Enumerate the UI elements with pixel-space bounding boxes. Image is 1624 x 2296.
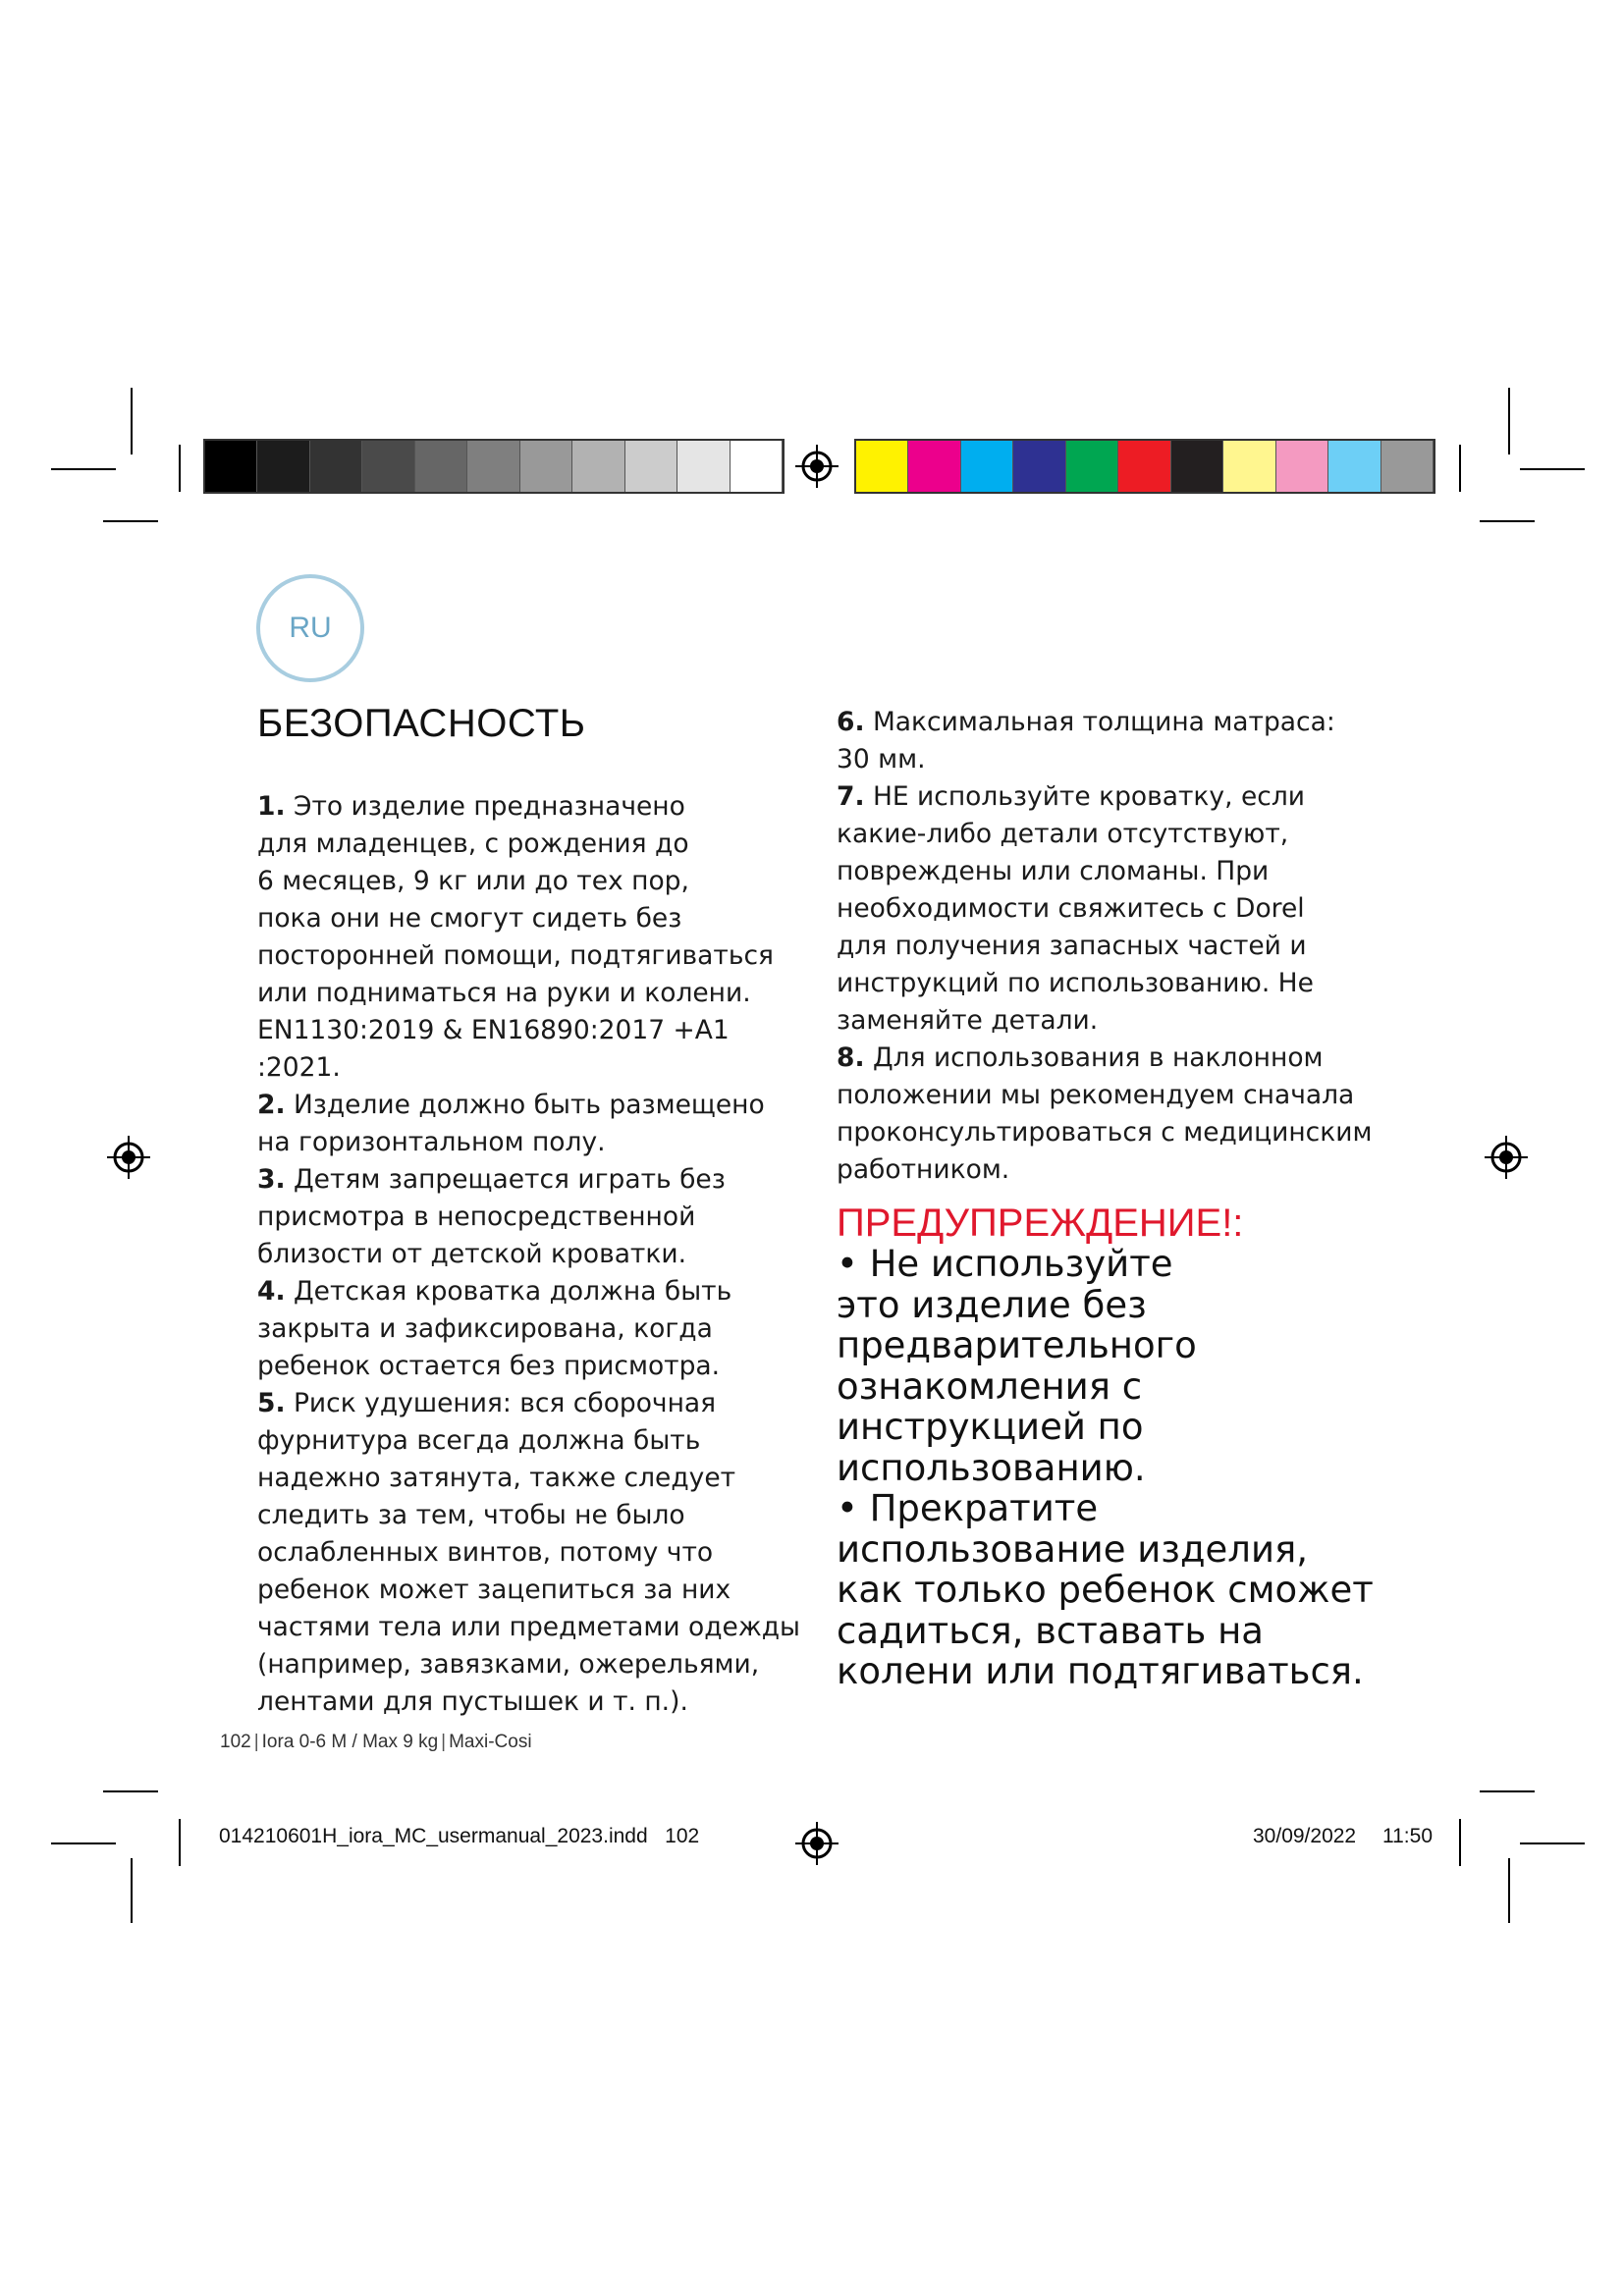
- color-swatch: [205, 441, 257, 492]
- slug-time: 11:50: [1382, 1825, 1433, 1847]
- color-swatch: [362, 441, 414, 492]
- list-item: 7. НЕ используйте кроватку, если какие-либо детали отсутствуют, повреждены или сломаны. При необходимости свяжитесь с Dorel для получения запасных частей и инструкций по использованию. Не заменяйте детали.: [837, 781, 1314, 1036]
- color-swatch: [677, 441, 730, 492]
- color-swatch: [257, 441, 309, 492]
- warning-body: • Не используйте это изделие без предварительного ознакомления с инструкцией по использованию. • Прекратите использование изделия, как только ребенок сможет садиться, вставать на колени или подтягиваться.: [837, 1243, 1374, 1692]
- slug-date: 30/09/2022: [1253, 1825, 1357, 1847]
- safety-list-right: [837, 704, 1386, 1189]
- color-swatch: [310, 441, 362, 492]
- list-item: 5. Риск удушения: вся сборочная фурнитура всегда должна быть надежно затянута, также следует следить за тем, чтобы не было ослабленных винтов, потому что ребенок может зацепиться за них частями тела или предметами одежды (например, завязками, ожерельями, лентами для пустышек и т. п.).: [257, 1388, 800, 1717]
- color-swatch: [1276, 441, 1328, 492]
- footer-product: Iora 0-6 M / Max 9 kg: [261, 1732, 439, 1752]
- page-title: БЕЗОПАСНОСТЬ: [257, 702, 586, 745]
- list-item: 2. Изделие должно быть размещено на горизонтальном полу.: [257, 1090, 765, 1157]
- color-swatch: [415, 441, 467, 492]
- color-swatch: [1118, 441, 1170, 492]
- registration-mark-icon: [794, 444, 839, 489]
- color-swatch: [1223, 441, 1275, 492]
- color-swatch: [1066, 441, 1118, 492]
- safety-list-left: [257, 788, 807, 1721]
- footer-separator: |: [253, 1732, 259, 1752]
- registration-mark-icon: [1484, 1135, 1529, 1180]
- color-swatch: [520, 441, 572, 492]
- color-swatch: [572, 441, 624, 492]
- list-item: 3. Детям запрещается играть без присмотра в непосредственной близости от детской кроватки.: [257, 1164, 726, 1269]
- color-swatch: [1328, 441, 1380, 492]
- language-badge-label: RU: [289, 612, 332, 644]
- color-swatch: [467, 441, 519, 492]
- slug-filename: 014210601H_iora_MC_usermanual_2023.indd 102: [219, 1825, 700, 1847]
- registration-mark-icon: [106, 1135, 151, 1180]
- list-item: 4. Детская кроватка должна быть закрыта и зафиксирована, когда ребенок остается без присмотра.: [257, 1276, 732, 1381]
- list-item: 6. Максимальная толщина матраса: 30 мм.: [837, 707, 1335, 774]
- color-swatch: [731, 441, 783, 492]
- list-item: 8. Для использования в наклонном положении мы рекомендуем сначала проконсультироваться с медицинским работником.: [837, 1042, 1373, 1185]
- color-swatch: [1381, 441, 1434, 492]
- color-swatch: [1171, 441, 1223, 492]
- warning-title: ПРЕДУПРЕЖДЕНИЕ!:: [837, 1201, 1244, 1245]
- color-swatch: [961, 441, 1013, 492]
- grayscale-color-bar: [203, 439, 785, 494]
- footer-separator: |: [441, 1732, 447, 1752]
- color-swatch: [1013, 441, 1065, 492]
- footer-brand: Maxi-Cosi: [449, 1732, 532, 1752]
- page-footer: [220, 1732, 532, 1753]
- color-swatch: [625, 441, 677, 492]
- color-swatch: [908, 441, 960, 492]
- process-color-bar: [854, 439, 1435, 494]
- page-number: 102: [220, 1732, 251, 1752]
- list-item: 1. Это изделие предназначено для младенцев, с рождения до 6 месяцев, 9 кг или до тех пор, пока они не смогут сидеть без посторонней помощи, подтягиваться или подниматься на руки и колени. EN1130:2019 & EN16890:2017 +A1 :2021.: [257, 791, 774, 1083]
- registration-mark-icon: [794, 1821, 839, 1866]
- color-swatch: [856, 441, 908, 492]
- language-badge: [256, 574, 364, 682]
